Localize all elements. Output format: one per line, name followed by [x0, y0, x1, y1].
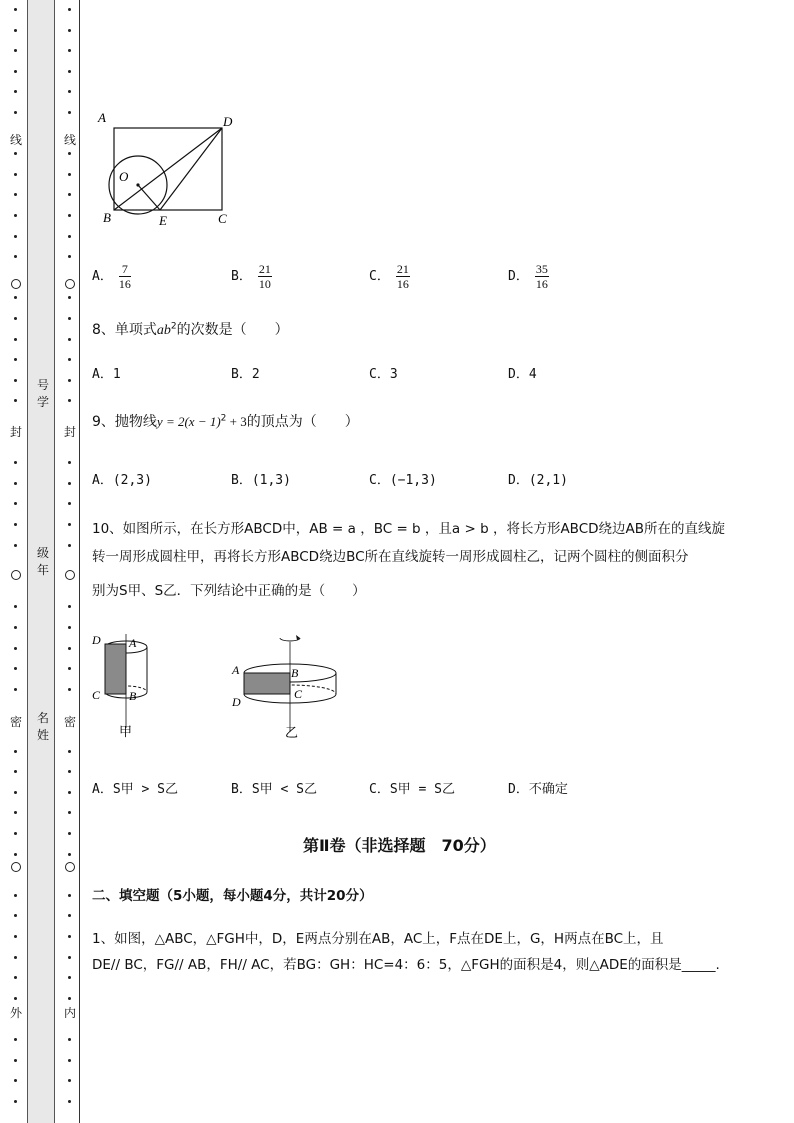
figure-cylinder-yi — [228, 632, 343, 744]
q10-stem-line-2: 转一周形成圆柱甲，再将长方形ABCD绕边BC所在直线旋转一周形成圆柱乙，记两个圆柱的侧面积分 — [92, 549, 689, 565]
binding-dot — [68, 152, 71, 155]
binding-dot — [68, 770, 71, 773]
binding-dot — [14, 688, 17, 691]
binding-dot — [14, 173, 17, 176]
binding-dot — [14, 296, 17, 299]
inner-circle-mark-3 — [65, 862, 75, 872]
field-student-number-label: 号学 — [36, 378, 49, 409]
binding-dot — [14, 317, 17, 320]
binding-dot — [68, 523, 71, 526]
binding-dot — [68, 811, 71, 814]
binding-dot — [68, 8, 71, 11]
binding-dot — [68, 90, 71, 93]
jia-label-b: B — [129, 689, 137, 703]
q8-expression: ab — [156, 323, 171, 338]
outer-mark-wai: 外 — [9, 1006, 22, 1020]
binding-dot — [14, 605, 17, 608]
yi-label-b: B — [291, 666, 299, 680]
jia-label-c: C — [92, 688, 101, 702]
inner-mark-xian: 线 — [63, 133, 76, 147]
binding-dot — [68, 49, 71, 52]
yi-label-d: D — [232, 695, 241, 709]
binding-dot — [68, 626, 71, 629]
q10-stem-line-3: 别为S甲、S乙．下列结论中正确的是（ ） — [92, 583, 366, 599]
binding-dot — [68, 853, 71, 856]
q7-option-a-fraction — [119, 262, 131, 291]
numerator: 21 — [258, 262, 271, 276]
inner-mark-mi: 密 — [63, 715, 76, 729]
q8-option-b[interactable]: B．2 — [231, 367, 260, 382]
q7-option-c-fraction — [396, 262, 410, 291]
q10-stem-line-1: 10、如图所示，在长方形ABCD中，AB = a ，BC = b ，且a > b ，将长方形ABCD绕边AB所在的直线旋 — [92, 521, 726, 537]
binding-dot — [14, 502, 17, 505]
binding-dot — [68, 894, 71, 897]
binding-dot — [14, 461, 17, 464]
inner-circle-mark-1 — [65, 279, 75, 289]
segment-oe — [138, 185, 160, 210]
binding-dot — [14, 976, 17, 979]
binding-dot — [68, 914, 71, 917]
binding-dot — [68, 317, 71, 320]
binding-dot — [68, 1038, 71, 1041]
binding-dot — [68, 956, 71, 959]
binding-dot — [14, 90, 17, 93]
q8-option-d[interactable]: D．4 — [508, 367, 537, 382]
binding-dot — [14, 791, 17, 794]
binding-dot — [68, 791, 71, 794]
q10-option-a[interactable]: A．S甲 > S乙 — [92, 782, 178, 797]
label-b: B — [103, 210, 111, 225]
q7-option-d-letter: D． — [508, 269, 529, 284]
binding-dot — [14, 399, 17, 402]
q9-expression-a: y = 2(x − 1) — [156, 414, 221, 429]
binding-dot — [68, 997, 71, 1000]
yi-shaded-rectangle — [244, 673, 290, 694]
q8-option-a[interactable]: A．1 — [92, 367, 121, 382]
binding-dot — [68, 1100, 71, 1103]
inner-circle-mark-2 — [65, 570, 75, 580]
q9-option-a[interactable]: A．(2,3) — [92, 473, 152, 488]
binding-dot — [14, 49, 17, 52]
outer-circle-mark-2 — [11, 570, 21, 580]
q7-option-d-fraction — [535, 262, 549, 291]
binding-dot — [68, 750, 71, 753]
binding-dot — [14, 111, 17, 114]
outer-dotted-line — [10, 0, 22, 1123]
jia-label-a: A — [129, 636, 137, 650]
binding-dot — [68, 605, 71, 608]
binding-dot — [14, 770, 17, 773]
binding-dot — [68, 667, 71, 670]
binding-dot — [14, 667, 17, 670]
jia-caption: 甲 — [119, 725, 133, 740]
binding-dot — [68, 688, 71, 691]
q9-stem-suffix: 的顶点为（ ） — [246, 414, 359, 430]
binding-dot — [14, 338, 17, 341]
q9-stem — [92, 411, 359, 431]
binding-dot — [14, 235, 17, 238]
center-dot-o — [136, 183, 139, 186]
binding-dot — [14, 811, 17, 814]
binding-dot — [68, 29, 71, 32]
q8-exponent: 2 — [170, 321, 177, 332]
q7-option-c-letter: C． — [369, 269, 390, 284]
binding-dot — [14, 1038, 17, 1041]
q8-stem-suffix: 的次数是（ ） — [176, 322, 289, 338]
outer-mark-mi: 密 — [9, 715, 22, 729]
q7-option-a-letter: A． — [92, 269, 113, 284]
yi-caption: 乙 — [285, 726, 299, 741]
binding-dot — [68, 399, 71, 402]
q7-option-a[interactable] — [92, 262, 131, 291]
binding-dot — [68, 111, 71, 114]
denominator: 16 — [118, 277, 131, 291]
binding-dot — [14, 70, 17, 73]
binding-dot — [14, 894, 17, 897]
label-d: D — [223, 114, 233, 129]
binding-dot — [14, 358, 17, 361]
label-o: O — [119, 169, 129, 184]
q8-stem — [92, 319, 289, 339]
binding-dot — [14, 853, 17, 856]
binding-dot — [14, 914, 17, 917]
label-e: E — [159, 213, 167, 228]
outer-circle-mark-3 — [11, 862, 21, 872]
yi-label-c: C — [294, 687, 303, 701]
segment-bd — [114, 128, 222, 210]
fill-q1-line-2: DE// BC，FG// AB，FH// AC，若BG：GH：HC=4：6：5，△FGH的面积是4，则△ADE的面积是_____. — [92, 957, 720, 973]
binding-dot — [14, 193, 17, 196]
denominator: 10 — [258, 277, 271, 291]
binding-dot — [68, 70, 71, 73]
inner-mark-feng: 封 — [63, 425, 76, 439]
binding-dot — [68, 544, 71, 547]
numerator: 7 — [119, 262, 131, 277]
section-2-title: 第Ⅱ卷（非选择题 70分） — [303, 836, 496, 855]
q7-option-c[interactable] — [369, 262, 410, 291]
binding-dot — [14, 482, 17, 485]
binding-dot — [14, 544, 17, 547]
q10-option-b[interactable]: B．S甲 < S乙 — [231, 782, 317, 797]
binding-dot — [14, 1059, 17, 1062]
q9-option-d[interactable]: D．(2,1) — [508, 473, 568, 488]
q9-option-b[interactable]: B．(1,3) — [231, 473, 291, 488]
binding-dot — [14, 214, 17, 217]
numerator: 21 — [396, 262, 409, 276]
binding-dot — [14, 255, 17, 258]
binding-dot — [68, 255, 71, 258]
figure-rectangle-circle — [95, 108, 255, 233]
binding-dot — [14, 956, 17, 959]
binding-dot — [68, 1079, 71, 1082]
binding-dot — [14, 626, 17, 629]
field-name-label: 名姓 — [36, 711, 49, 742]
binding-dot — [68, 358, 71, 361]
q9-stem-prefix: 9、抛物线 — [92, 414, 157, 430]
q10-option-d[interactable]: D．不确定 — [508, 782, 568, 797]
binding-dot — [14, 832, 17, 835]
q10-option-c[interactable]: C．S甲 = S乙 — [369, 782, 455, 797]
binding-dot — [68, 647, 71, 650]
binding-dot — [68, 235, 71, 238]
numerator: 35 — [535, 262, 548, 276]
binding-dot — [68, 502, 71, 505]
binding-dot — [14, 152, 17, 155]
binding-dot — [68, 193, 71, 196]
label-a: A — [98, 110, 106, 125]
outer-mark-xian: 线 — [9, 133, 22, 147]
binding-dot — [68, 173, 71, 176]
binding-dot — [68, 379, 71, 382]
outer-mark-feng: 封 — [9, 425, 22, 439]
denominator: 16 — [396, 277, 409, 291]
fill-q1-line-1: 1、如图，△ABC，△FGH中，D，E两点分别在AB，AC上，F点在DE上，G，H两点在BC上，且 — [92, 931, 664, 947]
binding-dot — [14, 647, 17, 650]
yi-label-a: A — [232, 663, 240, 677]
q7-option-b[interactable] — [231, 262, 272, 291]
label-c: C — [218, 211, 227, 226]
binding-dot — [14, 935, 17, 938]
binding-dot — [68, 935, 71, 938]
binding-dot — [68, 832, 71, 835]
denominator: 16 — [535, 277, 548, 291]
section-2-subtitle: 二、填空题（5小题，每小题4分，共计20分） — [92, 888, 373, 904]
q9-option-c[interactable]: C．(−1,3) — [369, 473, 437, 488]
binding-dot — [68, 214, 71, 217]
inner-mark-nei: 内 — [63, 1006, 76, 1020]
q9-expression-b: + 3 — [226, 414, 247, 429]
inner-dotted-line — [64, 0, 76, 1123]
binding-dot — [68, 1059, 71, 1062]
binding-border-line — [79, 0, 80, 1123]
q8-stem-prefix: 8、单项式 — [92, 322, 157, 338]
jia-label-d: D — [92, 633, 101, 647]
binding-dot — [14, 8, 17, 11]
binding-dot — [68, 976, 71, 979]
binding-dot — [68, 482, 71, 485]
binding-dot — [14, 29, 17, 32]
field-grade-label: 级年 — [36, 546, 49, 577]
binding-dot — [14, 750, 17, 753]
outer-circle-mark-1 — [11, 279, 21, 289]
segment-ed — [160, 128, 222, 210]
q7-option-b-fraction — [258, 262, 272, 291]
binding-dot — [14, 1100, 17, 1103]
binding-dot — [14, 523, 17, 526]
q7-option-d[interactable] — [508, 262, 549, 291]
binding-dot — [68, 338, 71, 341]
q8-option-c[interactable]: C．3 — [369, 367, 398, 382]
q9-exponent: 2 — [220, 413, 227, 424]
binding-dot — [14, 997, 17, 1000]
binding-dot — [14, 1079, 17, 1082]
figure-cylinder-jia — [88, 628, 168, 743]
binding-dot — [68, 296, 71, 299]
q7-option-b-letter: B． — [231, 269, 252, 284]
binding-dot — [68, 461, 71, 464]
jia-shaded-rectangle — [105, 644, 126, 694]
binding-dot — [14, 379, 17, 382]
